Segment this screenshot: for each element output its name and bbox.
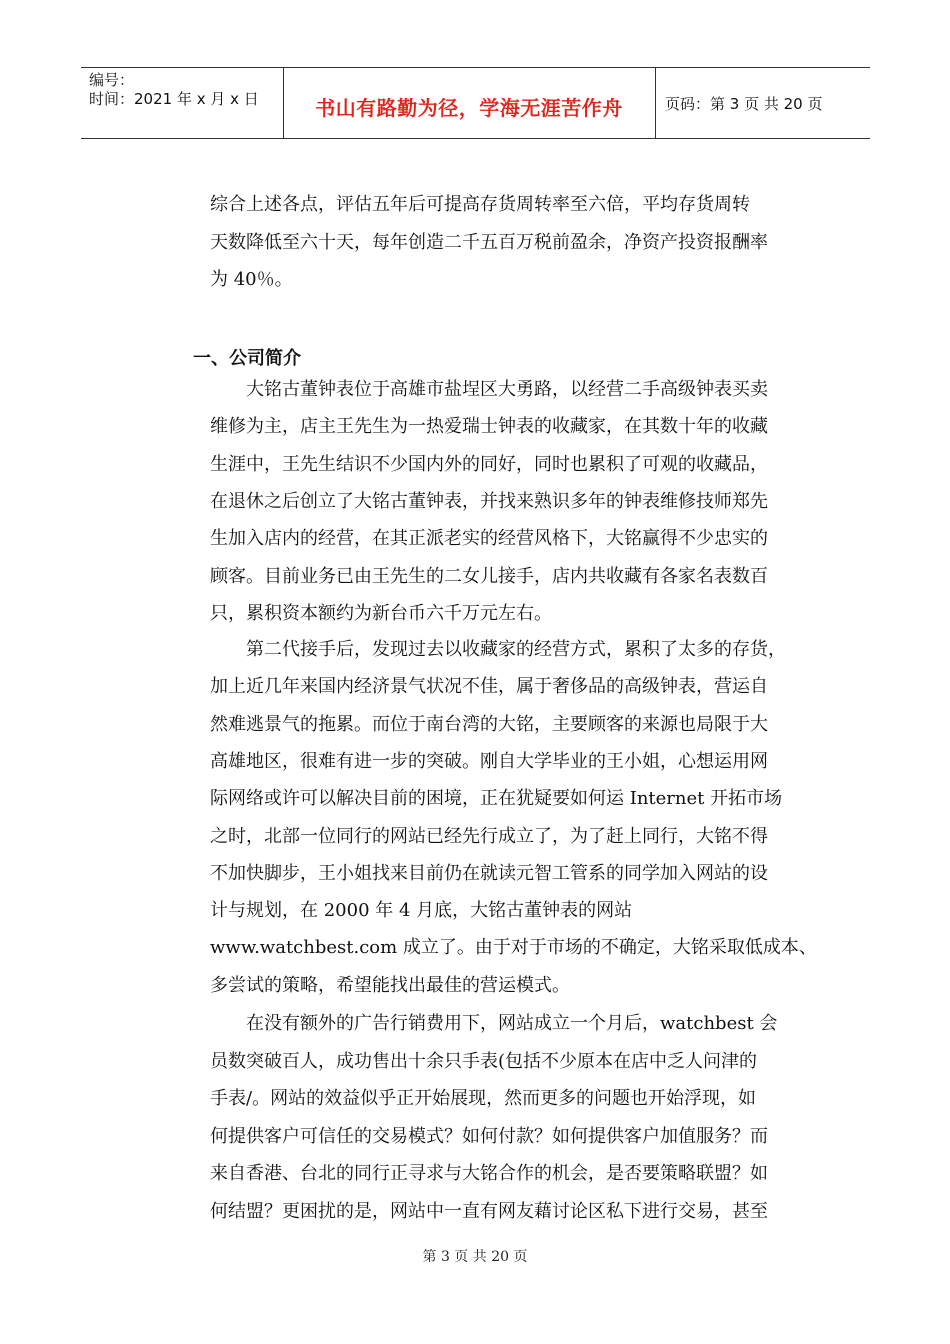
text-line: 维修为主，店主王先生为一热爱瑞士钟表的收藏家，在其数十年的收藏 [210, 416, 768, 438]
text-line: www.watchbest.com 成立了。由于对于市场的不确定，大铭采取低成本、 [210, 937, 817, 959]
header-motto: 书山有路勤为径，学海无涯苦作舟 [315, 96, 623, 120]
header-page-cell [655, 68, 870, 138]
text-line: 生加入店内的经营，在其正派老实的经营风格下，大铭赢得不少忠实的 [210, 528, 768, 550]
text-line: 顾客。目前业务已由王先生的二女儿接手，店内共收藏有各家名表数百 [210, 565, 768, 587]
text-line: 加上近几年来国内经济景气状况不佳，属于奢侈品的高级钟表，营运自 [210, 676, 768, 698]
text-line: 何结盟？更困扰的是，网站中一直有网友藉讨论区私下进行交易，甚至 [210, 1200, 768, 1222]
text-line: 在没有额外的广告行销费用下，网站成立一个月后，watchbest 会 [210, 1013, 778, 1034]
header-page-info: 页码：第 3 页 共 20 页 [665, 95, 823, 113]
text-line: 综合上述各点，评估五年后可提高存货周转率至六倍，平均存货周转 [210, 194, 750, 215]
text-line: 然难逃景气的拖累。而位于南台湾的大铭，主要顾客的来源也局限于大 [210, 713, 768, 735]
text-line: 只，累积资本额约为新台币六千万元左右。 [210, 602, 552, 624]
text-line: 之时，北部一位同行的网站已经先行成立了，为了赶上同行，大铭不得 [210, 825, 768, 847]
page-footer: 第 3 页 共 20 页 [422, 1249, 528, 1265]
text-line: 员数突破百人，成功售出十余只手表(包括不少原本在店中乏人问津的 [210, 1050, 758, 1072]
text-line: 际网络或许可以解决目前的困境，正在犹疑要如何运 Internet 开拓市场 [210, 788, 783, 810]
text-line: 第二代接手后，发现过去以收藏家的经营方式，累积了太多的存货， [210, 639, 786, 660]
text-line: 大铭古董钟表位于高雄市盐埕区大勇路，以经营二手高级钟表买卖 [210, 379, 768, 400]
text-line: 多尝试的策略，希望能找出最佳的营运模式。 [210, 974, 570, 996]
text-line: 不加快脚步，王小姐找来目前仍在就读元智工管系的同学加入网站的设 [210, 862, 768, 884]
text-line: 在退休之后创立了大铭古董钟表，并找来熟识多年的钟表维修技师郑先 [210, 490, 768, 512]
text-line: 手表/。网站的效益似乎正开始展现，然而更多的问题也开始浮现，如 [210, 1088, 757, 1109]
text-line: 高雄地区，很难有进一步的突破。刚自大学毕业的王小姐，心想运用网 [210, 750, 768, 772]
page-header [81, 67, 870, 139]
header-meta-cell [81, 68, 284, 138]
text-line: 为 40％。 [210, 269, 293, 290]
header-motto-cell [283, 68, 656, 138]
text-line: 计与规划，在 2000 年 4 月底，大铭古董钟表的网站 [210, 900, 633, 922]
text-line: 天数降低至六十天，每年创造二千五百万税前盈余，净资产投资报酬率 [210, 231, 768, 253]
text-line: 生涯中，王先生结识不少国内外的同好，同时也累积了可观的收藏品， [210, 453, 768, 475]
section-heading: 一、公司简介 [193, 348, 301, 369]
text-line: 来自香港、台北的同行正寻求与大铭合作的机会，是否要策略联盟？如 [210, 1163, 768, 1184]
serial-label: 编号： [89, 71, 135, 89]
time-label: 时间：2021 年 x 月 x 日 [89, 90, 259, 108]
text-line: 何提供客户可信任的交易模式？如何付款？如何提供客户加值服务？而 [210, 1125, 768, 1147]
